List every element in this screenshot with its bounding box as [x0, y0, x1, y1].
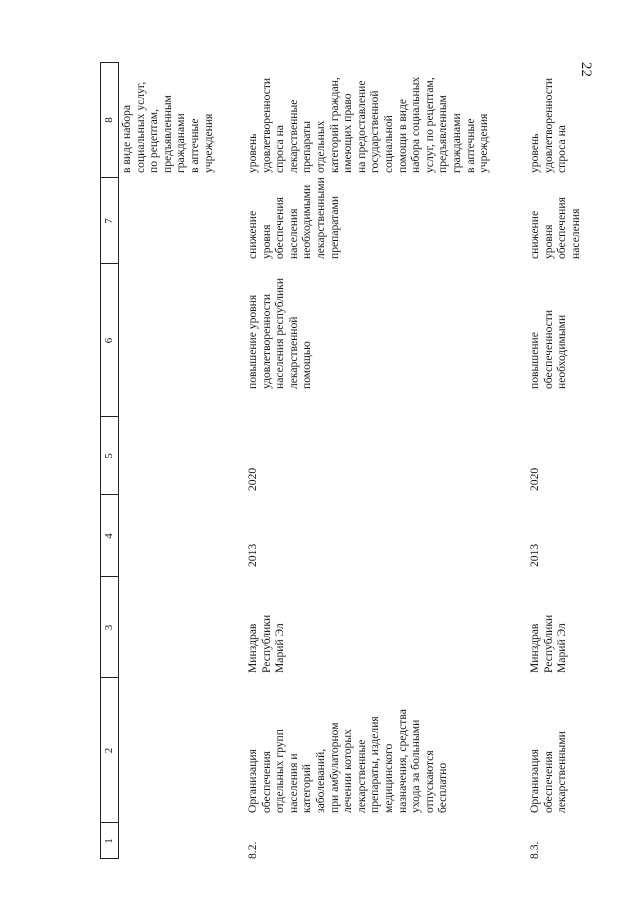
column-header-2: 2: [103, 747, 115, 754]
column-header-7: 7: [103, 218, 115, 224]
row-8-2-risk: снижение уровня обеспечения населения необходимыми лекарственными препаратами: [246, 177, 341, 259]
row-8-3-result: повышение обеспеченности необходимыми: [528, 309, 569, 389]
row-8-2-executor: Минздрав Республики Марий Эл: [246, 614, 287, 673]
column-header-4: 4: [103, 533, 115, 539]
column-header-8: 8: [103, 117, 115, 123]
row-8-3-indicator: уровень удовлетворенности спроса на: [528, 77, 569, 173]
carryover-indicator-cell: в виде набора социальных услуг, по рецептам, предъявленным гражданами в аптечные учреждения: [120, 81, 215, 173]
column-header-1: 1: [103, 838, 115, 844]
document-table: [100, 62, 610, 859]
row-8-3-number: 8.3.: [528, 841, 541, 859]
row-8-2-end-year: 2020: [246, 467, 259, 491]
column-header-5: 5: [103, 453, 115, 459]
column-header-3: 3: [103, 624, 115, 631]
row-8-3-risk: снижение уровня обеспечения населения: [528, 197, 582, 259]
row-8-2-name: Организация обеспечения отдельных групп населения и категорий заболеваний, при амбулаторном лечении которых лекарственные препараты, изделия медицинского назначения, средства ухода за больными отпускаются бесплатно: [246, 709, 450, 813]
header-bottom-rule: [118, 62, 119, 859]
row-8-3-name: Организация обеспечения лекарственными: [528, 731, 569, 813]
row-8-3-end-year: 2020: [528, 467, 541, 491]
row-8-2-result: повышение уровня удовлетворенности населения республики лекарственной помощью: [246, 277, 314, 389]
row-8-3-start-year: 2013: [528, 543, 541, 567]
page-number: 22: [578, 62, 594, 77]
column-header-6: 6: [103, 337, 115, 344]
row-8-2-number: 8.2.: [246, 841, 259, 859]
row-8-2-indicator: уровень удовлетворенности спроса на лекарственные препараты отдельных категорий граждан, имеющих право на предоставление государственной социальной помощи в виде набора социальных услуг, по рецептам, предъявленным гражданами в аптечные учреждения: [246, 76, 491, 173]
row-8-2-start-year: 2013: [246, 543, 259, 567]
row-8-3-executor: Минздрав Республики Марий Эл: [528, 614, 569, 673]
